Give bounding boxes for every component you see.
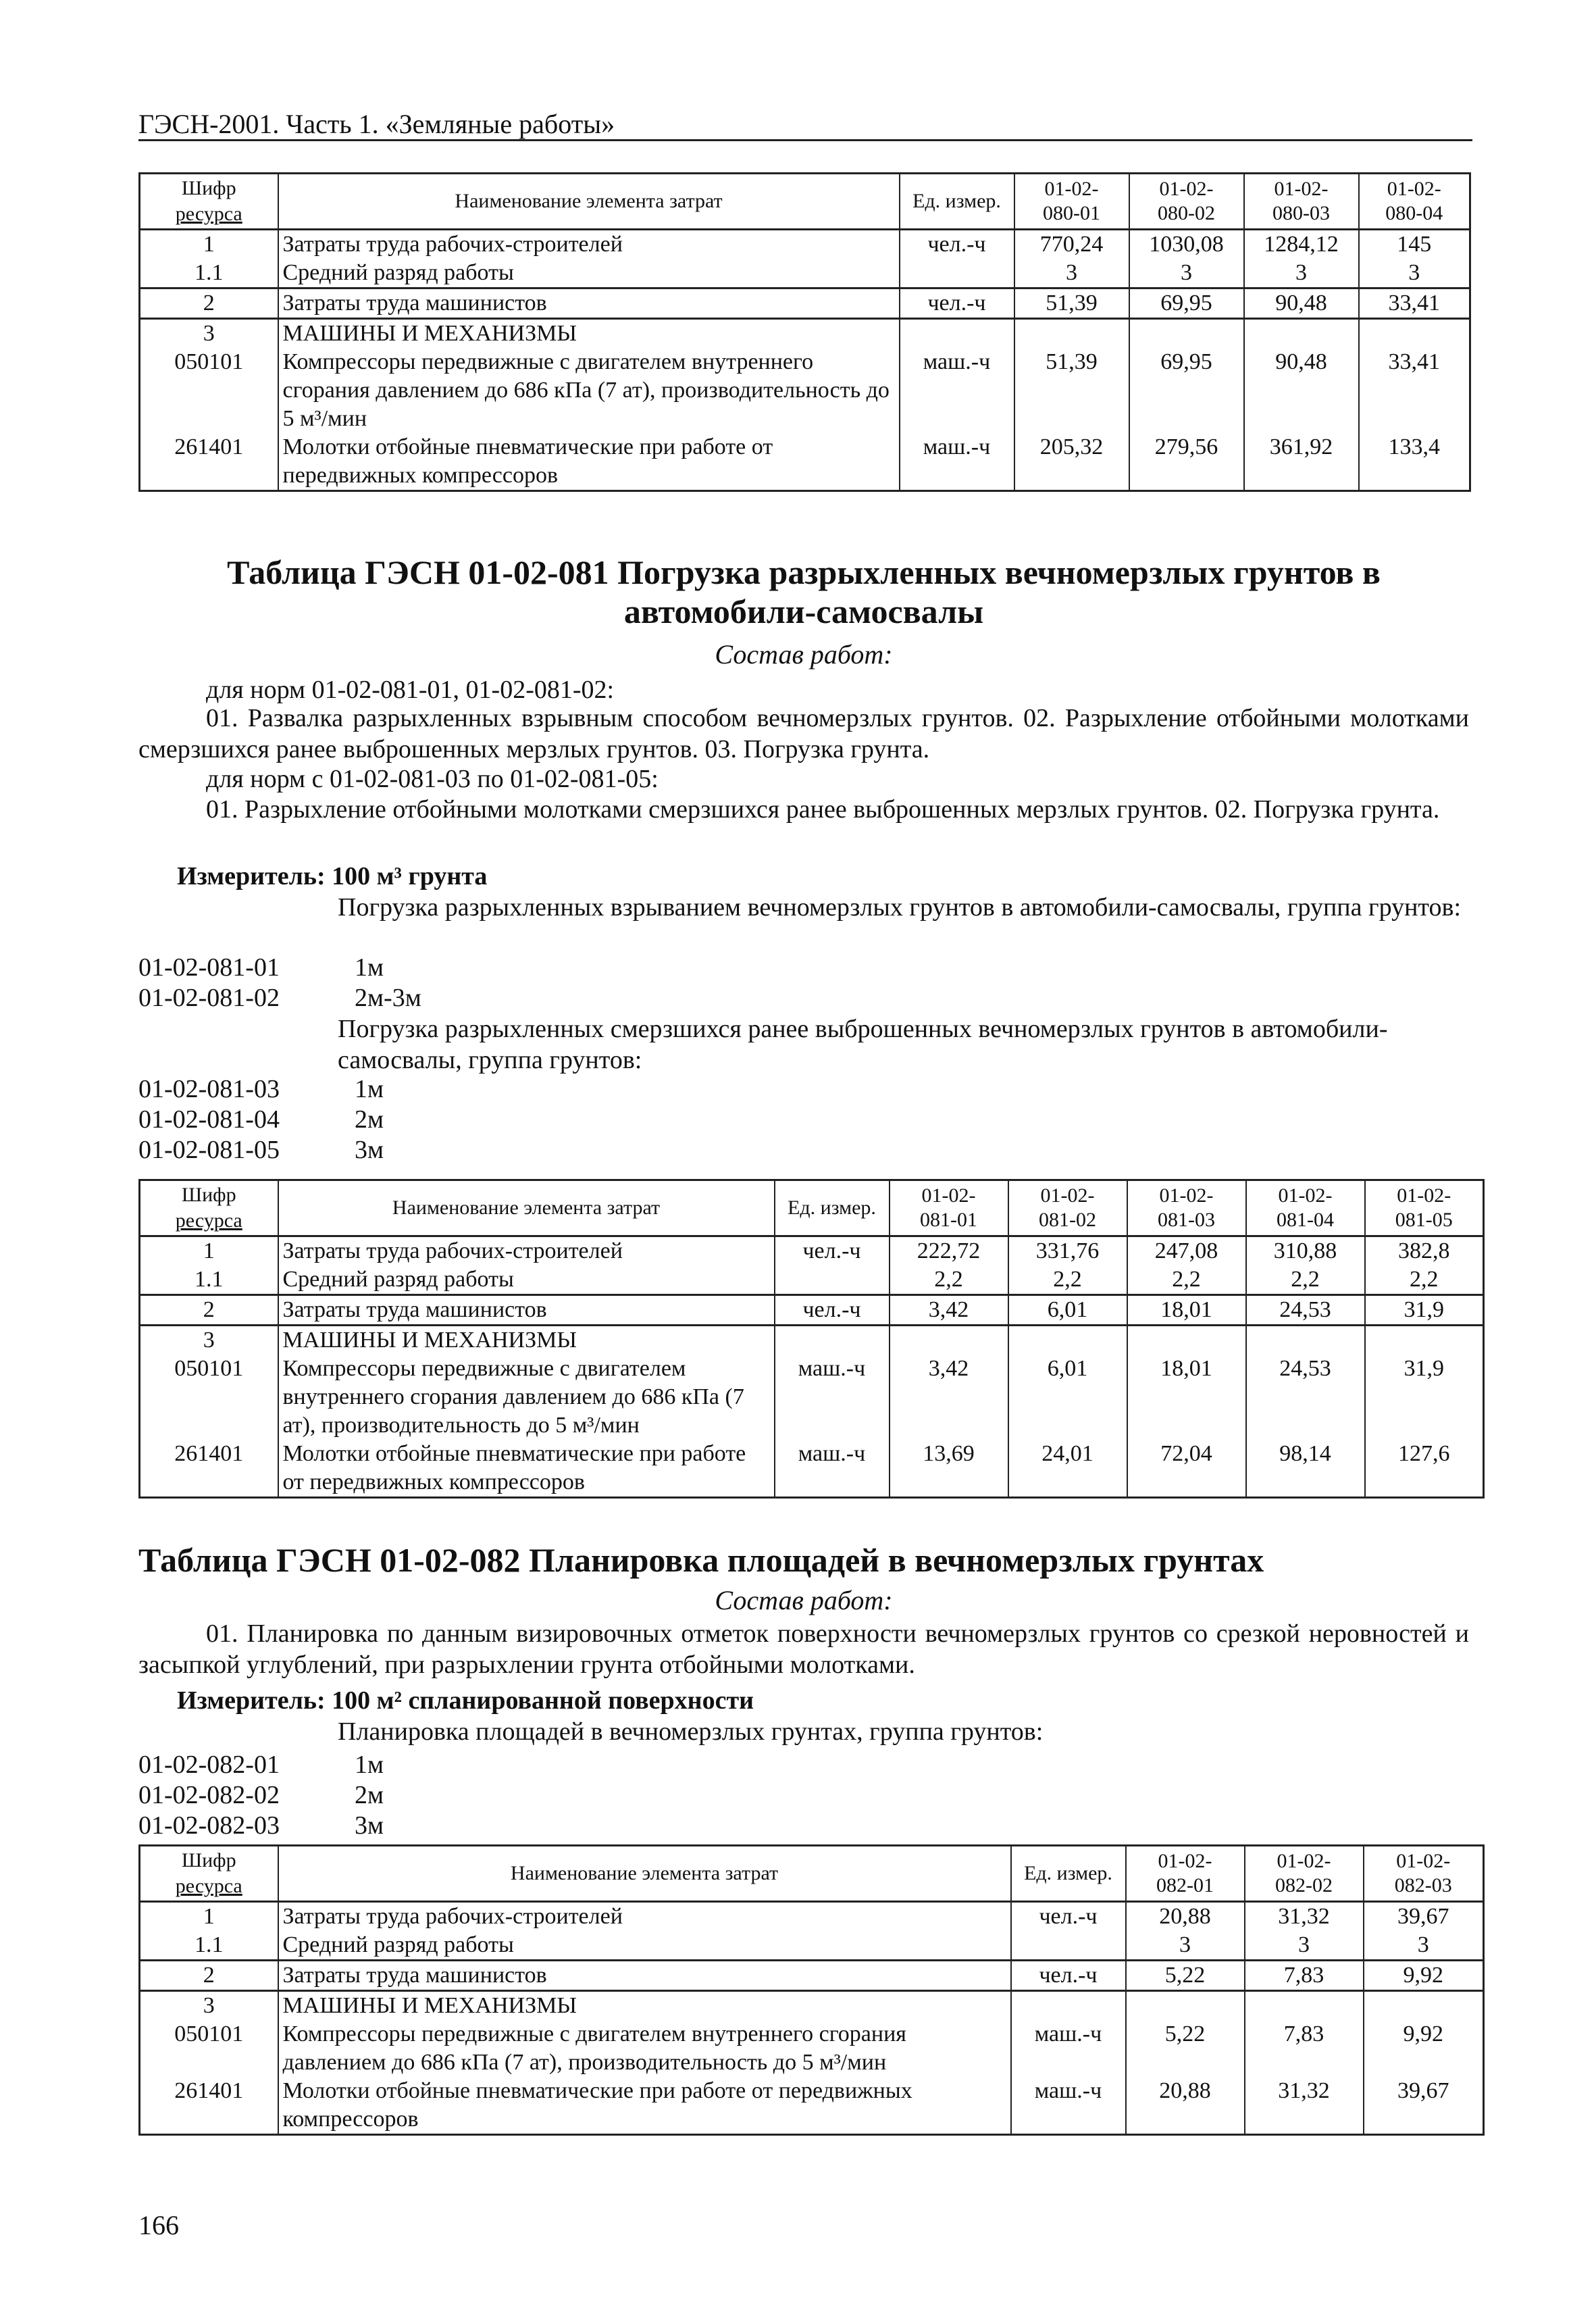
norm-code-line: 080-03 xyxy=(1272,202,1330,224)
norm-value: 90,48 xyxy=(1244,348,1359,433)
norm-value: 2,2 xyxy=(1008,1265,1127,1295)
resource-code: 1 xyxy=(140,1236,278,1266)
norm-value: 9,92 xyxy=(1364,2020,1484,2077)
norm-value: 39,67 xyxy=(1364,1902,1484,1932)
work-composition-text: 01. Развалка разрыхленных взрывным способом вечномерзлых грунтов. 02. Разрыхление отбойными молотками смерзшихся ранее выброшенных мерзлых грунтов. 03. Погрузка грунта. xyxy=(138,704,1469,763)
resource-code: 261401 xyxy=(140,2077,278,2135)
norm-value: 33,41 xyxy=(1359,348,1470,433)
resource-code: 1 xyxy=(140,1902,278,1932)
norm-value: 2,2 xyxy=(1127,1265,1246,1295)
table-row xyxy=(140,1991,1484,2021)
norm-value: 69,95 xyxy=(1129,348,1244,433)
norm-value: 331,76 xyxy=(1008,1236,1127,1266)
resource-unit xyxy=(775,1265,890,1295)
resource-name: МАШИНЫ И МЕХАНИЗМЫ xyxy=(278,1991,1011,2021)
header-norm-code xyxy=(1126,1846,1245,1902)
resource-code: 2 xyxy=(140,1295,278,1326)
norm-value: 5,22 xyxy=(1126,1961,1245,1991)
table-header xyxy=(140,174,1470,230)
header-norm-code xyxy=(1008,1180,1127,1236)
norm-value: 18,01 xyxy=(1127,1295,1246,1326)
resource-unit: маш.-ч xyxy=(1011,2077,1126,2135)
norm-value xyxy=(1359,319,1470,349)
norm-row xyxy=(138,1780,384,1810)
norm-row xyxy=(138,1135,384,1165)
table-row xyxy=(140,1236,1484,1266)
norm-value: 5,22 xyxy=(1126,2020,1245,2077)
norm-value: 3,42 xyxy=(890,1295,1008,1326)
resource-code: 050101 xyxy=(140,1355,278,1440)
header-code-line: Шифр xyxy=(181,1849,236,1871)
resource-unit: чел.-ч xyxy=(775,1236,890,1266)
resource-unit: чел.-ч xyxy=(900,288,1014,319)
table-row xyxy=(140,1326,1484,1355)
norm-value: 69,95 xyxy=(1129,288,1244,319)
norm-code-line: 01-02- xyxy=(1159,178,1214,200)
table-row xyxy=(140,259,1470,288)
norm-group: 2м xyxy=(355,1781,384,1809)
norm-code-line: 081-04 xyxy=(1277,1209,1334,1231)
header-norm-code xyxy=(1364,1846,1484,1902)
norm-code-line: 01-02- xyxy=(1387,178,1441,200)
header-norm-code xyxy=(890,1180,1008,1236)
norm-value: 31,32 xyxy=(1245,1902,1364,1932)
table-body xyxy=(140,1902,1484,2135)
header-unit: Ед. измер. xyxy=(1011,1846,1126,1902)
norm-value: 20,88 xyxy=(1126,2077,1245,2135)
norm-value: 20,88 xyxy=(1126,1902,1245,1932)
resource-name: Затраты труда машинистов xyxy=(278,1295,775,1326)
section-title-082: Таблица ГЭСН 01-02-082 Планировка площадей в вечномерзлых грунтах xyxy=(138,1541,1264,1579)
norm-code-line: 080-01 xyxy=(1043,202,1100,224)
resource-name: Компрессоры передвижные с двигателем внутреннего сгорания давлением до 686 кПа (7 ат), производительность до 5 м³/мин xyxy=(278,1355,775,1440)
table-body xyxy=(140,230,1470,491)
norm-code-line: 081-05 xyxy=(1395,1209,1453,1231)
norm-group: 2м-3м xyxy=(355,984,421,1012)
norm-code-line: 01-02- xyxy=(1396,1850,1451,1872)
norm-code: 01-02-082-03 xyxy=(138,1811,280,1840)
resource-name: Затраты труда машинистов xyxy=(278,1961,1011,1991)
norm-group-label: для норм с 01-02-081-03 по 01-02-081-05: xyxy=(206,765,659,793)
header-norm-code xyxy=(1245,1846,1364,1902)
norm-group: 1м xyxy=(355,1075,384,1103)
norm-value: 770,24 xyxy=(1014,230,1129,259)
norm-value xyxy=(1365,1326,1484,1355)
norm-value: 279,56 xyxy=(1129,433,1244,491)
header-norm-code xyxy=(1359,174,1470,230)
resource-unit xyxy=(775,1326,890,1355)
resource-name: Затраты труда машинистов xyxy=(278,288,900,319)
table-header xyxy=(140,1846,1484,1902)
table-row xyxy=(140,230,1470,259)
header-code-line: ресурса xyxy=(175,1875,242,1897)
norm-code-line: 082-01 xyxy=(1156,1874,1214,1896)
norm-value: 18,01 xyxy=(1127,1355,1246,1440)
norm-value xyxy=(1129,319,1244,349)
norm-group: 3м xyxy=(355,1811,384,1840)
norm-value: 24,53 xyxy=(1246,1355,1365,1440)
norm-code-line: 01-02- xyxy=(1040,1184,1095,1207)
header-code-line: ресурса xyxy=(175,203,242,225)
norm-code-line: 082-02 xyxy=(1275,1874,1333,1896)
norm-value: 7,83 xyxy=(1245,1961,1364,1991)
resource-code: 050101 xyxy=(140,348,278,433)
title-line: автомобили-самосвалы xyxy=(623,593,984,630)
resource-code: 261401 xyxy=(140,1440,278,1498)
resource-name: Затраты труда рабочих-строителей xyxy=(278,230,900,259)
norm-row xyxy=(138,953,384,982)
norm-value: 2,2 xyxy=(1365,1265,1484,1295)
header-name: Наименование элемента затрат xyxy=(278,1180,775,1236)
resource-unit: чел.-ч xyxy=(775,1295,890,1326)
header-unit: Ед. измер. xyxy=(775,1180,890,1236)
norm-value: 205,32 xyxy=(1014,433,1129,491)
norm-code: 01-02-081-02 xyxy=(138,984,280,1012)
norm-value: 3 xyxy=(1014,259,1129,288)
table-row xyxy=(140,1440,1484,1498)
norm-value xyxy=(1014,319,1129,349)
work-composition-label: Состав работ: xyxy=(715,639,893,670)
norm-value: 9,92 xyxy=(1364,1961,1484,1991)
norm-value: 33,41 xyxy=(1359,288,1470,319)
resource-name: Средний разряд работы xyxy=(278,1265,775,1295)
norm-value: 127,6 xyxy=(1365,1440,1484,1498)
resource-unit: чел.-ч xyxy=(900,230,1014,259)
table-row xyxy=(140,1961,1484,1991)
header-code-line: Шифр xyxy=(181,177,236,199)
resource-code: 1.1 xyxy=(140,1265,278,1295)
norm-value: 31,9 xyxy=(1365,1355,1484,1440)
norm-group: 3м xyxy=(355,1136,384,1164)
header-code-line: Шифр xyxy=(181,1184,236,1206)
table-row xyxy=(140,2077,1484,2135)
resource-name: МАШИНЫ И МЕХАНИЗМЫ xyxy=(278,319,900,349)
table-081 xyxy=(138,1179,1485,1499)
measure-unit: Измеритель: 100 м³ грунта xyxy=(177,862,488,890)
header-name: Наименование элемента затрат xyxy=(278,1846,1011,1902)
norm-value: 3 xyxy=(1359,259,1470,288)
norm-value: 31,32 xyxy=(1245,2077,1364,2135)
norm-value xyxy=(1127,1326,1246,1355)
work-composition-text: 01. Планировка по данным визировочных отметок поверхности вечномерзлых грунтов со срезкой неровностей и засыпкой углублений, при разрыхлении грунта отбойными молотками. xyxy=(138,1619,1469,1679)
norm-code-line: 081-02 xyxy=(1039,1209,1096,1231)
table-080 xyxy=(138,172,1471,492)
norm-value xyxy=(1246,1326,1365,1355)
norm-value: 51,39 xyxy=(1014,348,1129,433)
table-row xyxy=(140,433,1470,491)
norm-row xyxy=(138,1750,384,1780)
header-code xyxy=(140,174,278,230)
norm-row xyxy=(138,1811,384,1840)
header-name: Наименование элемента затрат xyxy=(278,174,900,230)
table-row xyxy=(140,348,1470,433)
header-row xyxy=(140,1180,1484,1236)
norm-value xyxy=(890,1326,1008,1355)
norm-value xyxy=(1245,1991,1364,2021)
norm-value: 3 xyxy=(1126,1931,1245,1961)
resource-name: МАШИНЫ И МЕХАНИЗМЫ xyxy=(278,1326,775,1355)
norm-value: 310,88 xyxy=(1246,1236,1365,1266)
norm-value: 98,14 xyxy=(1246,1440,1365,1498)
norm-value: 1284,12 xyxy=(1244,230,1359,259)
resource-name: Затраты труда рабочих-строителей xyxy=(278,1236,775,1266)
section-title-081 xyxy=(138,553,1469,631)
norm-value: 3,42 xyxy=(890,1355,1008,1440)
title-line: Таблица ГЭСН 01-02-081 Погрузка разрыхленных вечномерзлых грунтов в xyxy=(227,553,1381,591)
resource-unit: чел.-ч xyxy=(1011,1961,1126,1991)
resource-code: 3 xyxy=(140,1991,278,2021)
norm-value xyxy=(1364,1991,1484,2021)
norm-code: 01-02-082-02 xyxy=(138,1781,280,1809)
page-number: 166 xyxy=(138,2210,179,2240)
norm-value: 39,67 xyxy=(1364,2077,1484,2135)
header-norm-code xyxy=(1127,1180,1246,1236)
norm-value: 2,2 xyxy=(890,1265,1008,1295)
norm-value: 145 xyxy=(1359,230,1470,259)
resource-name: Молотки отбойные пневматические при работе от передвижных компрессоров xyxy=(278,2077,1011,2135)
norm-value: 382,8 xyxy=(1365,1236,1484,1266)
header-norm-code xyxy=(1244,174,1359,230)
norm-code: 01-02-081-01 xyxy=(138,953,280,982)
resource-code: 3 xyxy=(140,319,278,349)
norm-value: 3 xyxy=(1129,259,1244,288)
resource-code: 261401 xyxy=(140,433,278,491)
header-row xyxy=(140,174,1470,230)
table-row xyxy=(140,1902,1484,1932)
table-row xyxy=(140,1931,1484,1961)
norm-value: 133,4 xyxy=(1359,433,1470,491)
resource-unit xyxy=(1011,1991,1126,2021)
norm-group: 2м xyxy=(355,1105,384,1134)
resource-code: 1.1 xyxy=(140,1931,278,1961)
norm-value: 222,72 xyxy=(890,1236,1008,1266)
header-code-line: ресурса xyxy=(175,1209,242,1232)
resource-unit: маш.-ч xyxy=(775,1440,890,1498)
norm-value: 247,08 xyxy=(1127,1236,1246,1266)
header-row xyxy=(140,1846,1484,1902)
norm-description: Погрузка разрыхленных смерзшихся ранее выброшенных вечномерзлых грунтов в автомобили-самосвалы, группа грунтов: xyxy=(338,1015,1388,1074)
table-row xyxy=(140,1355,1484,1440)
norm-value: 13,69 xyxy=(890,1440,1008,1498)
work-composition-label: Состав работ: xyxy=(715,1585,893,1615)
table-row xyxy=(140,1265,1484,1295)
norm-code-line: 01-02- xyxy=(1278,1184,1333,1207)
resource-code: 2 xyxy=(140,1961,278,1991)
running-head: ГЭСН-2001. Часть 1. «Земляные работы» xyxy=(138,109,615,139)
table-body xyxy=(140,1236,1484,1498)
resource-code: 3 xyxy=(140,1326,278,1355)
norm-code: 01-02-081-04 xyxy=(138,1105,280,1134)
norm-code-line: 01-02- xyxy=(1277,1850,1331,1872)
resource-name: Молотки отбойные пневматические при работе от передвижных компрессоров xyxy=(278,1440,775,1498)
resource-code: 1.1 xyxy=(140,259,278,288)
resource-name: Молотки отбойные пневматические при работе от передвижных компрессоров xyxy=(278,433,900,491)
table-row xyxy=(140,288,1470,319)
resource-unit: чел.-ч xyxy=(1011,1902,1126,1932)
norm-value: 24,01 xyxy=(1008,1440,1127,1498)
header-norm-code xyxy=(1246,1180,1365,1236)
norm-code-line: 081-01 xyxy=(920,1209,977,1231)
table-row xyxy=(140,1295,1484,1326)
resource-unit xyxy=(900,319,1014,349)
resource-name: Компрессоры передвижные с двигателем внутреннего сгорания давлением до 686 кПа (7 ат), производительность до 5 м³/мин xyxy=(278,2020,1011,2077)
table-header xyxy=(140,1180,1484,1236)
norm-value: 6,01 xyxy=(1008,1355,1127,1440)
header-rule xyxy=(138,139,1472,141)
norm-code-line: 080-04 xyxy=(1385,202,1443,224)
norm-row xyxy=(138,983,421,1013)
resource-name: Средний разряд работы xyxy=(278,1931,1011,1961)
header-norm-code xyxy=(1129,174,1244,230)
norm-code-line: 01-02- xyxy=(1158,1850,1212,1872)
norm-code-line: 01-02- xyxy=(1044,178,1099,200)
header-unit: Ед. измер. xyxy=(900,174,1014,230)
resource-code: 050101 xyxy=(140,2020,278,2077)
norm-value: 24,53 xyxy=(1246,1295,1365,1326)
resource-unit xyxy=(900,259,1014,288)
norm-group: 1м xyxy=(355,953,384,982)
norm-code-line: 080-02 xyxy=(1158,202,1215,224)
norm-row xyxy=(138,1105,384,1134)
norm-value: 6,01 xyxy=(1008,1295,1127,1326)
resource-code: 1 xyxy=(140,230,278,259)
norm-value: 72,04 xyxy=(1127,1440,1246,1498)
resource-unit xyxy=(1011,1931,1126,1961)
norm-code: 01-02-081-05 xyxy=(138,1136,280,1164)
resource-name: Компрессоры передвижные с двигателем внутреннего сгорания давлением до 686 кПа (7 ат), производительность до 5 м³/мин xyxy=(278,348,900,433)
norm-row xyxy=(138,1074,384,1104)
norm-code-line: 01-02- xyxy=(1397,1184,1451,1207)
norm-value: 90,48 xyxy=(1244,288,1359,319)
norm-value: 1030,08 xyxy=(1129,230,1244,259)
norm-group: 1м xyxy=(355,1751,384,1779)
norm-description: Погрузка разрыхленных взрыванием вечномерзлых грунтов в автомобили-самосвалы, группа грунтов: xyxy=(338,893,1462,922)
resource-unit: маш.-ч xyxy=(900,348,1014,433)
norm-code: 01-02-081-03 xyxy=(138,1075,280,1103)
resource-unit: маш.-ч xyxy=(775,1355,890,1440)
norm-value: 3 xyxy=(1244,259,1359,288)
norm-code-line: 081-03 xyxy=(1158,1209,1215,1231)
norm-code-line: 01-02- xyxy=(1159,1184,1214,1207)
norm-code-line: 01-02- xyxy=(921,1184,976,1207)
norm-value: 2,2 xyxy=(1246,1265,1365,1295)
resource-name: Средний разряд работы xyxy=(278,259,900,288)
resource-unit: маш.-ч xyxy=(900,433,1014,491)
header-code xyxy=(140,1846,278,1902)
norm-code-line: 082-03 xyxy=(1394,1874,1452,1896)
norm-value: 31,9 xyxy=(1365,1295,1484,1326)
norm-value: 361,92 xyxy=(1244,433,1359,491)
header-code xyxy=(140,1180,278,1236)
table-row xyxy=(140,319,1470,349)
norm-value: 7,83 xyxy=(1245,2020,1364,2077)
norm-value: 51,39 xyxy=(1014,288,1129,319)
header-norm-code xyxy=(1014,174,1129,230)
norm-description: Планировка площадей в вечномерзлых грунтах, группа грунтов: xyxy=(338,1717,1044,1746)
measure-unit: Измеритель: 100 м² спланированной поверхности xyxy=(177,1686,754,1715)
table-row xyxy=(140,2020,1484,2077)
resource-code: 2 xyxy=(140,288,278,319)
resource-unit: маш.-ч xyxy=(1011,2020,1126,2077)
resource-name: Затраты труда рабочих-строителей xyxy=(278,1902,1011,1932)
table-082 xyxy=(138,1844,1485,2136)
work-composition-text: 01. Разрыхление отбойными молотками смерзшихся ранее выброшенных мерзлых грунтов. 02. Погрузка грунта. xyxy=(206,795,1440,824)
norm-code-line: 01-02- xyxy=(1274,178,1329,200)
norm-value xyxy=(1008,1326,1127,1355)
norm-value xyxy=(1126,1991,1245,2021)
norm-value: 3 xyxy=(1364,1931,1484,1961)
norm-code: 01-02-082-01 xyxy=(138,1751,280,1779)
norm-value xyxy=(1244,319,1359,349)
header-norm-code xyxy=(1365,1180,1484,1236)
norm-value: 3 xyxy=(1245,1931,1364,1961)
norm-group-label: для норм 01-02-081-01, 01-02-081-02: xyxy=(206,676,615,704)
